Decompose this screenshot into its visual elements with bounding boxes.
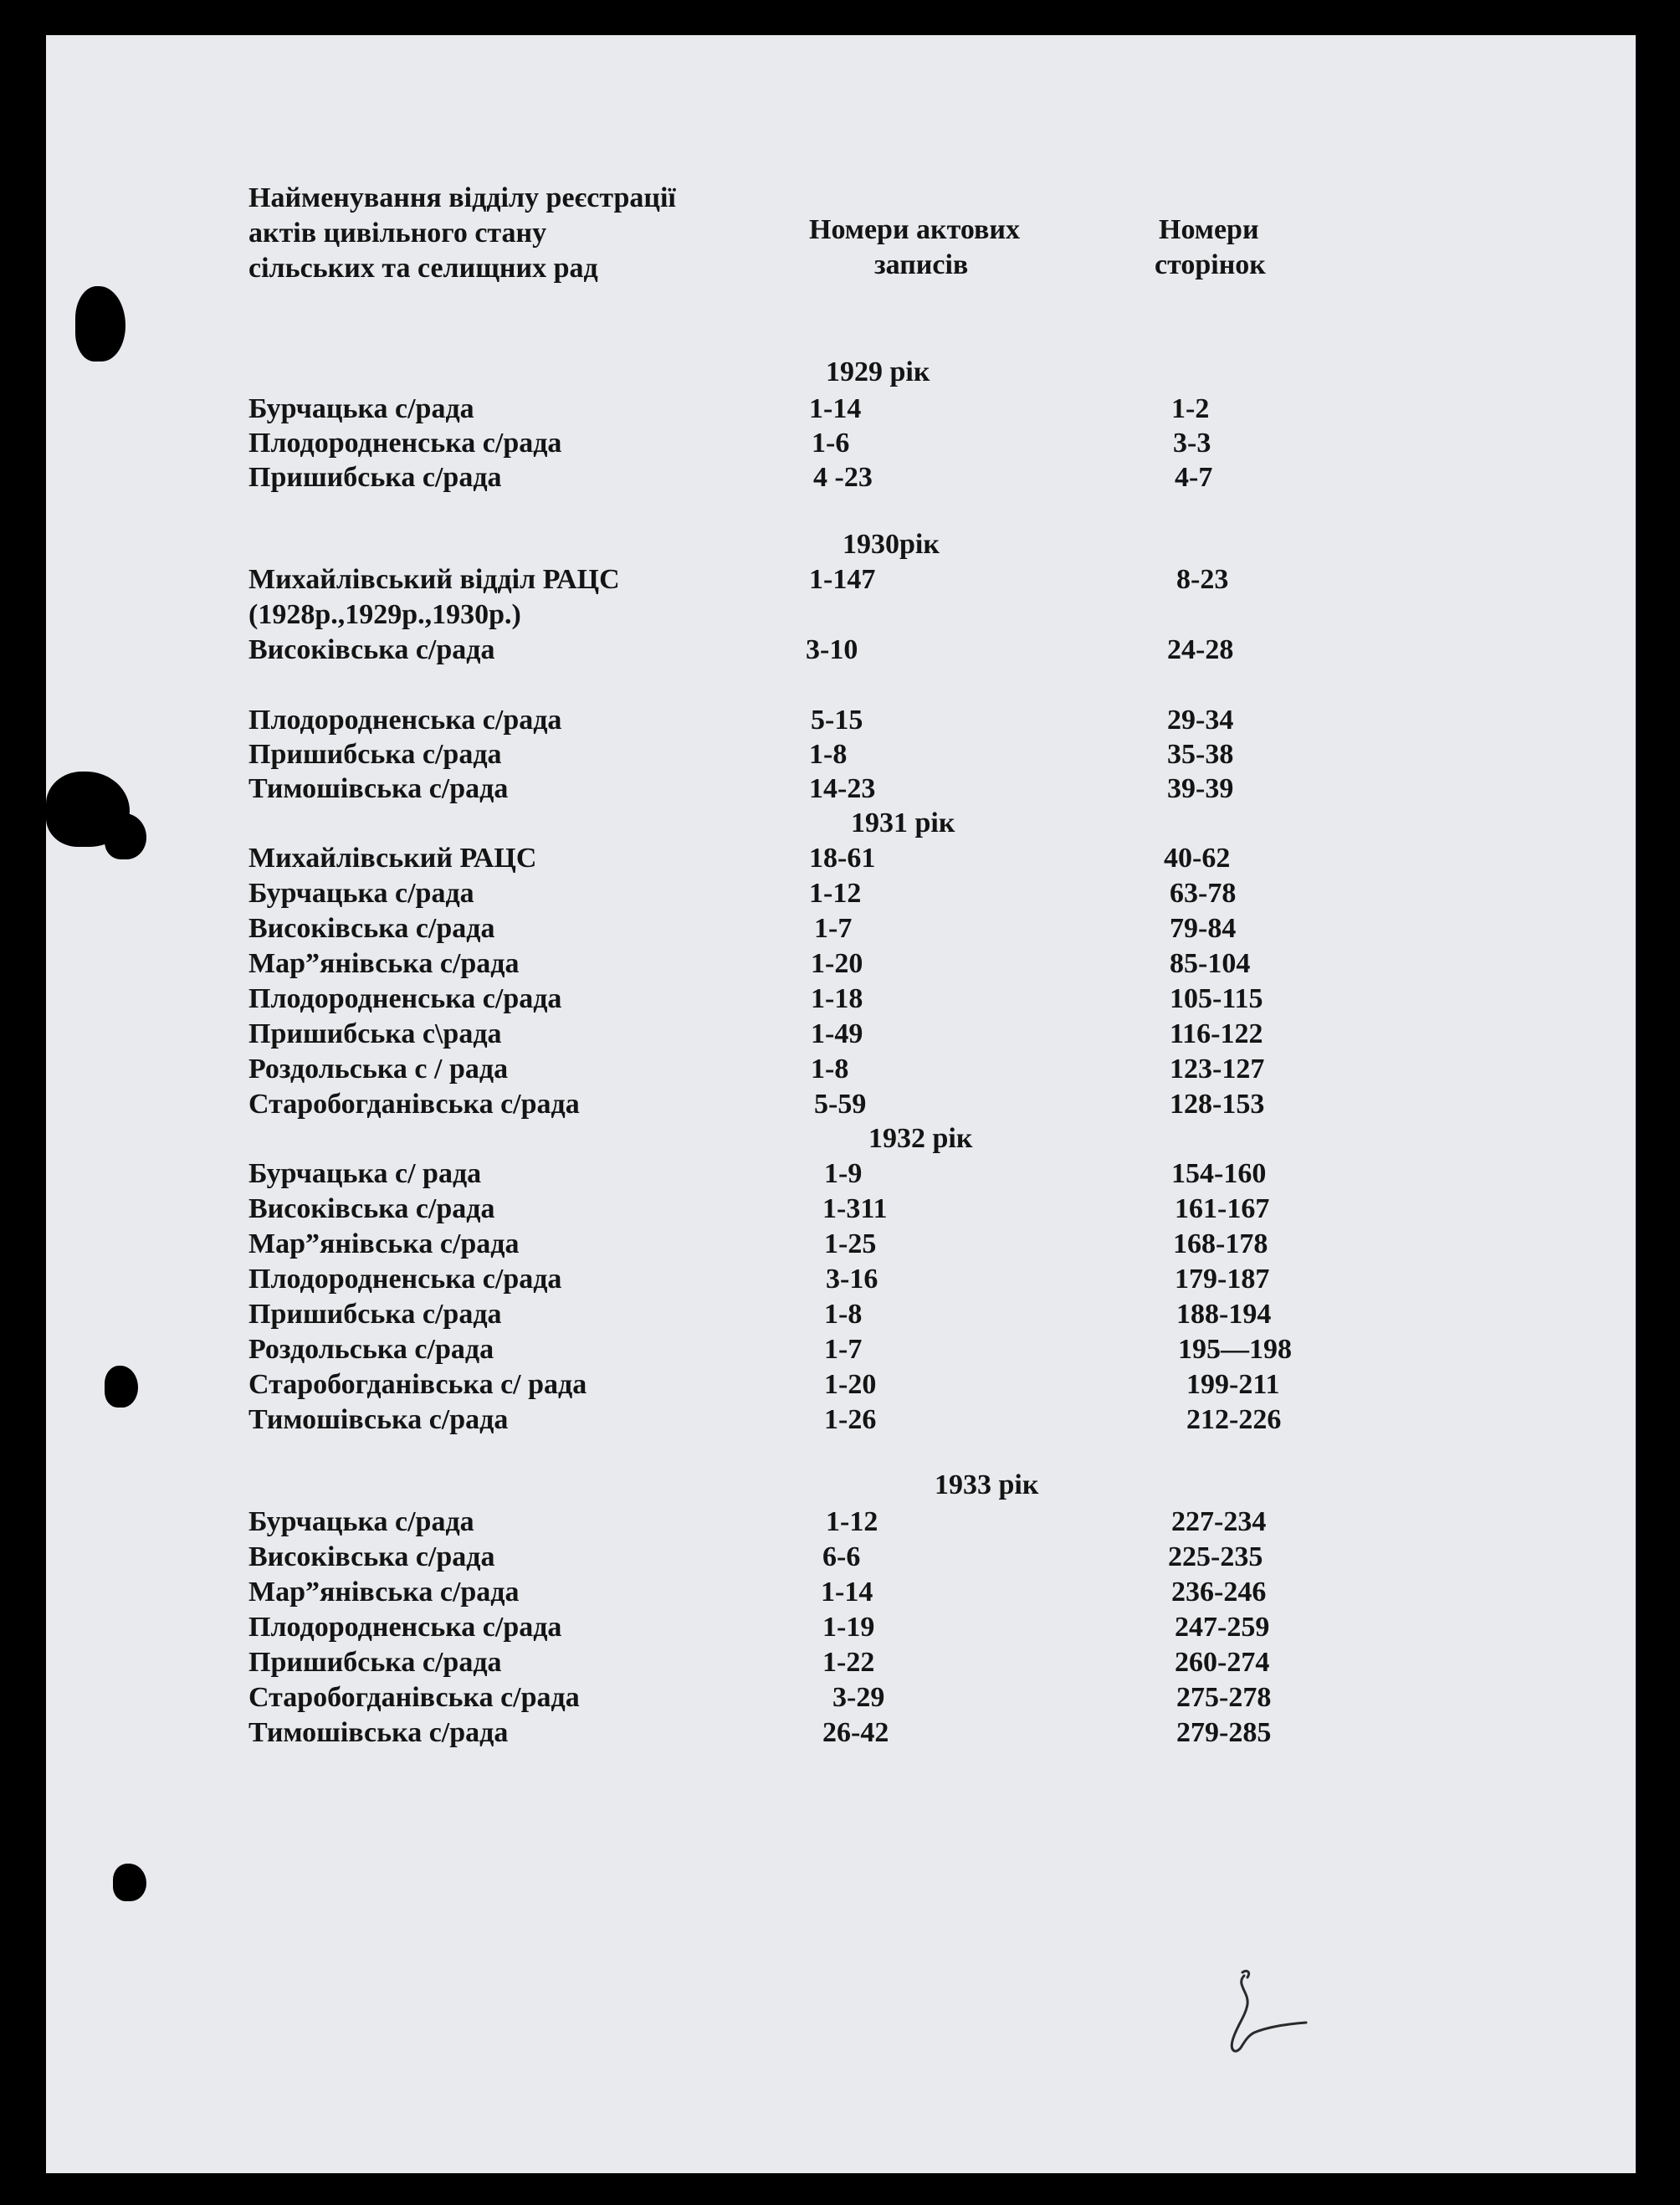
row-name: Бурчацька с/ рада [248, 1158, 482, 1189]
row-records: 18-61 [809, 843, 876, 874]
row-pages: 24-28 [1167, 634, 1234, 665]
row-records: 1-7 [824, 1334, 863, 1365]
row-records: 6-6 [822, 1541, 861, 1572]
row-name: Старобогданівська с/ рада [248, 1369, 587, 1400]
year-heading: 1932 рік [868, 1123, 973, 1154]
row-records: 3-16 [826, 1264, 878, 1295]
row-name: Високівська с/рада [248, 1541, 495, 1572]
row-records: 1-6 [812, 428, 850, 459]
row-records: 1-14 [821, 1577, 873, 1608]
row-records: 5-15 [811, 705, 863, 736]
row-records: 3-10 [806, 634, 858, 665]
year-heading: 1931 рік [851, 808, 955, 838]
row-pages: 39-39 [1167, 773, 1234, 804]
row-pages: 275-278 [1176, 1682, 1272, 1713]
row-pages: 8-23 [1176, 564, 1229, 595]
row-pages: 63-78 [1170, 878, 1237, 909]
year-heading: 1933 рік [935, 1469, 1039, 1500]
punch-hole-3 [105, 1366, 138, 1408]
row-pages: 199-211 [1186, 1369, 1280, 1400]
row-pages: 85-104 [1170, 948, 1251, 979]
row-pages: 4-7 [1175, 462, 1213, 493]
row-pages: 35-38 [1167, 739, 1234, 770]
row-name: Роздольська с / рада [248, 1054, 509, 1085]
row-records: 1-8 [811, 1054, 849, 1085]
row-name: Старобогданівська с/рада [248, 1089, 580, 1120]
row-name: (1928р.,1929р.,1930р.) [248, 599, 521, 630]
row-pages: 116-122 [1170, 1018, 1263, 1049]
row-name: Пришибська с\рада [248, 1018, 502, 1049]
row-name: Плодородненська с/рада [248, 428, 562, 459]
row-name: Бурчацька с/рада [248, 1506, 474, 1537]
punch-hole-1 [75, 286, 125, 362]
row-records: 1-18 [811, 983, 863, 1014]
row-pages: 260-274 [1175, 1647, 1270, 1678]
row-records: 1-25 [824, 1228, 877, 1259]
row-records: 26-42 [822, 1717, 889, 1748]
row-name: Мар”янівська с/рада [248, 948, 520, 979]
row-pages: 154-160 [1171, 1158, 1267, 1189]
row-records: 1-14 [809, 393, 862, 424]
row-pages: 179-187 [1175, 1264, 1270, 1295]
row-name: Високівська с/рада [248, 1193, 495, 1224]
row-records: 1-12 [809, 878, 862, 909]
row-pages: 279-285 [1176, 1717, 1272, 1748]
row-name: Михайлівський РАЦС [248, 843, 537, 874]
row-records: 5-59 [814, 1089, 867, 1120]
header-col1-line2: актів цивільного стану [248, 218, 547, 249]
row-records: 1-311 [822, 1193, 888, 1224]
header-col1-line3: сільських та селищних рад [248, 253, 598, 284]
row-name: Тимошівська с/рада [248, 1404, 509, 1435]
row-name: Старобогданівська с/рада [248, 1682, 580, 1713]
row-records: 1-20 [811, 948, 863, 979]
row-records: 1-22 [822, 1647, 875, 1678]
row-name: Пришибська с/рада [248, 1299, 502, 1330]
header-col1-line1: Найменування відділу реєстрації [248, 182, 676, 213]
row-name: Плодородненська с/рада [248, 983, 562, 1014]
row-pages: 1-2 [1171, 393, 1210, 424]
row-pages: 79-84 [1170, 913, 1237, 944]
punch-hole-4 [113, 1864, 146, 1901]
row-pages: 29-34 [1167, 705, 1234, 736]
row-pages: 225-235 [1168, 1541, 1263, 1572]
row-records: 1-19 [822, 1612, 875, 1643]
row-name: Мар”янівська с/рада [248, 1577, 520, 1608]
row-records: 14-23 [809, 773, 876, 804]
row-name: Пришибська с/рада [248, 739, 502, 770]
year-heading: 1929 рік [826, 356, 930, 387]
header-col3-line2: сторінок [1155, 249, 1266, 280]
row-records: 3-29 [832, 1682, 885, 1713]
row-name: Плодородненська с/рада [248, 1264, 562, 1295]
row-pages: 247-259 [1175, 1612, 1270, 1643]
row-pages: 3-3 [1173, 428, 1211, 459]
row-records: 1-147 [809, 564, 876, 595]
row-name: Мар”янівська с/рада [248, 1228, 520, 1259]
header-col2-line1: Номери актових [809, 214, 1020, 245]
row-name: Пришибська с/рада [248, 462, 502, 493]
row-name: Плодородненська с/рада [248, 1612, 562, 1643]
year-heading: 1930рік [843, 529, 940, 560]
row-records: 1-12 [826, 1506, 878, 1537]
row-records: 1-26 [824, 1404, 877, 1435]
row-records: 1-8 [824, 1299, 863, 1330]
row-name: Пришибська с/рада [248, 1647, 502, 1678]
row-name: Тимошівська с/рада [248, 773, 509, 804]
row-records: 1-20 [824, 1369, 877, 1400]
row-records: 1-49 [811, 1018, 863, 1049]
row-name: Бурчацька с/рада [248, 393, 474, 424]
row-name: Тимошівська с/рада [248, 1717, 509, 1748]
row-pages: 212-226 [1186, 1404, 1282, 1435]
row-name: Бурчацька с/рада [248, 878, 474, 909]
row-pages: 227-234 [1171, 1506, 1267, 1537]
row-records: 1-8 [809, 739, 848, 770]
row-records: 1-7 [814, 913, 853, 944]
punch-hole-2b [105, 813, 146, 859]
row-pages: 123-127 [1170, 1054, 1265, 1085]
row-name: Роздольська с/рада [248, 1334, 494, 1365]
row-pages: 40-62 [1164, 843, 1231, 874]
row-name: Високівська с/рада [248, 634, 495, 665]
handwritten-page-number [1226, 1964, 1318, 2064]
header-col2-line2: записів [874, 249, 969, 280]
row-pages: 128-153 [1170, 1089, 1265, 1120]
row-records: 1-9 [824, 1158, 863, 1189]
row-pages: 195—198 [1178, 1334, 1292, 1365]
row-name: Високівська с/рада [248, 913, 495, 944]
row-pages: 168-178 [1173, 1228, 1268, 1259]
row-name: Михайлівський відділ РАЦС [248, 564, 620, 595]
row-name: Плодородненська с/рада [248, 705, 562, 736]
row-pages: 161-167 [1175, 1193, 1270, 1224]
row-pages: 188-194 [1176, 1299, 1272, 1330]
document-page [46, 35, 1636, 2173]
row-pages: 236-246 [1171, 1577, 1267, 1608]
row-records: 4 -23 [813, 462, 873, 493]
header-col3-line1: Номери [1159, 214, 1259, 245]
row-pages: 105-115 [1170, 983, 1263, 1014]
